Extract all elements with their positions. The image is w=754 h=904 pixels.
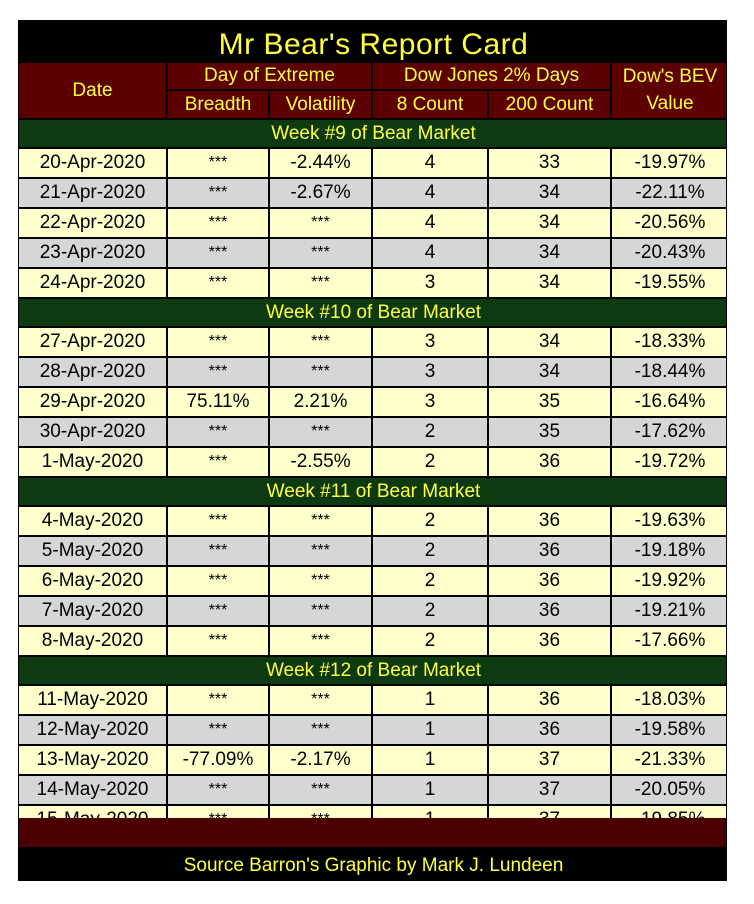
header-8-count: 8 Count bbox=[373, 91, 487, 118]
cell-volatility: -2.55% bbox=[270, 448, 371, 476]
cell-8-count: 1 bbox=[373, 776, 487, 804]
cell-200-count: 34 bbox=[489, 179, 610, 207]
cell-breadth: *** bbox=[168, 358, 268, 386]
cell-breadth: *** bbox=[168, 209, 268, 237]
cell-200-count: 34 bbox=[489, 358, 610, 386]
cell-bev-value: -17.66% bbox=[612, 627, 727, 655]
cell-200-count: 35 bbox=[489, 388, 610, 416]
cell-bev-value: -17.62% bbox=[612, 418, 727, 446]
cell-breadth: *** bbox=[168, 776, 268, 804]
cell-bev-value: -19.55% bbox=[612, 269, 727, 297]
cell-200-count: 37 bbox=[489, 746, 610, 774]
cell-8-count: 4 bbox=[373, 179, 487, 207]
cell-date: 30-Apr-2020 bbox=[19, 418, 166, 446]
cell-volatility: *** bbox=[270, 269, 371, 297]
cell-volatility: *** bbox=[270, 507, 371, 535]
cell-breadth: *** bbox=[168, 597, 268, 625]
cell-8-count: 2 bbox=[373, 537, 487, 565]
cell-8-count: 2 bbox=[373, 627, 487, 655]
cell-breadth: *** bbox=[168, 149, 268, 177]
cell-volatility: *** bbox=[270, 418, 371, 446]
cell-volatility: *** bbox=[270, 686, 371, 714]
footer-band bbox=[19, 818, 727, 847]
cell-date: 6-May-2020 bbox=[19, 567, 166, 595]
cell-date: 22-Apr-2020 bbox=[19, 209, 166, 237]
cell-date: 27-Apr-2020 bbox=[19, 328, 166, 356]
cell-date: 29-Apr-2020 bbox=[19, 388, 166, 416]
cell-date: 28-Apr-2020 bbox=[19, 358, 166, 386]
cell-date: 5-May-2020 bbox=[19, 537, 166, 565]
cell-breadth: *** bbox=[168, 686, 268, 714]
cell-200-count: 36 bbox=[489, 507, 610, 535]
cell-date: 23-Apr-2020 bbox=[19, 239, 166, 267]
cell-200-count: 34 bbox=[489, 269, 610, 297]
cell-8-count: 4 bbox=[373, 209, 487, 237]
cell-breadth: *** bbox=[168, 507, 268, 535]
cell-200-count: 37 bbox=[489, 776, 610, 804]
week-header: Week #10 of Bear Market bbox=[19, 299, 727, 326]
cell-bev-value: -18.33% bbox=[612, 328, 727, 356]
cell-breadth: *** bbox=[168, 239, 268, 267]
cell-8-count: 3 bbox=[373, 269, 487, 297]
cell-breadth: *** bbox=[168, 269, 268, 297]
cell-200-count: 33 bbox=[489, 149, 610, 177]
cell-8-count: 2 bbox=[373, 418, 487, 446]
week-header: Week #12 of Bear Market bbox=[19, 657, 727, 684]
cell-bev-value: -18.03% bbox=[612, 686, 727, 714]
cell-volatility: *** bbox=[270, 716, 371, 744]
cell-date: 11-May-2020 bbox=[19, 686, 166, 714]
header-day-of-extreme: Day of Extreme bbox=[168, 63, 371, 89]
cell-date: 20-Apr-2020 bbox=[19, 149, 166, 177]
cell-8-count: 1 bbox=[373, 716, 487, 744]
cell-8-count: 1 bbox=[373, 686, 487, 714]
cell-date: 4-May-2020 bbox=[19, 507, 166, 535]
chart-title: Mr Bear's Report Card bbox=[218, 28, 529, 61]
cell-bev-value: -20.43% bbox=[612, 239, 727, 267]
cell-bev-value: -19.18% bbox=[612, 537, 727, 565]
cell-bev-value: -19.72% bbox=[612, 448, 727, 476]
cell-200-count: 35 bbox=[489, 418, 610, 446]
cell-200-count: 34 bbox=[489, 328, 610, 356]
header-volatility: Volatility bbox=[270, 91, 371, 118]
cell-8-count: 4 bbox=[373, 149, 487, 177]
cell-bev-value: -21.33% bbox=[612, 746, 727, 774]
cell-8-count: 2 bbox=[373, 597, 487, 625]
cell-200-count: 36 bbox=[489, 597, 610, 625]
cell-breadth: *** bbox=[168, 627, 268, 655]
cell-bev-value: -19.58% bbox=[612, 716, 727, 744]
source-credit: Source Barron's Graphic by Mark J. Lundeen bbox=[183, 854, 564, 876]
cell-bev-value: -22.11% bbox=[612, 179, 727, 207]
cell-8-count: 2 bbox=[373, 507, 487, 535]
cell-volatility: *** bbox=[270, 776, 371, 804]
cell-breadth: *** bbox=[168, 537, 268, 565]
cell-breadth: *** bbox=[168, 448, 268, 476]
cell-date: 7-May-2020 bbox=[19, 597, 166, 625]
cell-200-count: 36 bbox=[489, 537, 610, 565]
cell-date: 8-May-2020 bbox=[19, 627, 166, 655]
cell-200-count: 36 bbox=[489, 686, 610, 714]
cell-200-count: 34 bbox=[489, 209, 610, 237]
cell-bev-value: -19.63% bbox=[612, 507, 727, 535]
cell-bev-value: -20.56% bbox=[612, 209, 727, 237]
cell-volatility: *** bbox=[270, 597, 371, 625]
cell-breadth: *** bbox=[168, 418, 268, 446]
cell-volatility: -2.17% bbox=[270, 746, 371, 774]
cell-volatility: *** bbox=[270, 358, 371, 386]
week-header: Week #9 of Bear Market bbox=[19, 120, 727, 147]
cell-8-count: 3 bbox=[373, 328, 487, 356]
cell-volatility: *** bbox=[270, 537, 371, 565]
cell-200-count: 34 bbox=[489, 239, 610, 267]
cell-8-count: 1 bbox=[373, 746, 487, 774]
cell-volatility: *** bbox=[270, 627, 371, 655]
cell-breadth: *** bbox=[168, 179, 268, 207]
cell-breadth: *** bbox=[168, 567, 268, 595]
header-dow-2pct-days: Dow Jones 2% Days bbox=[373, 63, 610, 89]
cell-date: 24-Apr-2020 bbox=[19, 269, 166, 297]
cell-volatility: *** bbox=[270, 328, 371, 356]
header-bev-line2: Value bbox=[612, 90, 727, 118]
cell-8-count: 3 bbox=[373, 358, 487, 386]
cell-200-count: 36 bbox=[489, 448, 610, 476]
cell-volatility: *** bbox=[270, 239, 371, 267]
header-bev-line1: Dow's BEV bbox=[612, 63, 727, 90]
cell-breadth: 75.11% bbox=[168, 388, 268, 416]
report-card bbox=[18, 20, 727, 881]
cell-volatility: *** bbox=[270, 567, 371, 595]
cell-bev-value: -16.64% bbox=[612, 388, 727, 416]
cell-date: 1-May-2020 bbox=[19, 448, 166, 476]
header-date: Date bbox=[19, 63, 166, 118]
cell-date: 14-May-2020 bbox=[19, 776, 166, 804]
cell-date: 12-May-2020 bbox=[19, 716, 166, 744]
cell-breadth: *** bbox=[168, 328, 268, 356]
cell-volatility: -2.67% bbox=[270, 179, 371, 207]
cell-volatility: 2.21% bbox=[270, 388, 371, 416]
cell-200-count: 36 bbox=[489, 716, 610, 744]
cell-bev-value: -19.97% bbox=[612, 149, 727, 177]
cell-bev-value: -19.92% bbox=[612, 567, 727, 595]
cell-8-count: 3 bbox=[373, 388, 487, 416]
header-breadth: Breadth bbox=[168, 91, 268, 118]
cell-8-count: 4 bbox=[373, 239, 487, 267]
cell-200-count: 36 bbox=[489, 627, 610, 655]
cell-date: 21-Apr-2020 bbox=[19, 179, 166, 207]
cell-200-count: 36 bbox=[489, 567, 610, 595]
cell-bev-value: -18.44% bbox=[612, 358, 727, 386]
cell-breadth: *** bbox=[168, 716, 268, 744]
cell-bev-value: -19.21% bbox=[612, 597, 727, 625]
cell-date: 13-May-2020 bbox=[19, 746, 166, 774]
week-header: Week #11 of Bear Market bbox=[19, 478, 727, 505]
cell-8-count: 2 bbox=[373, 567, 487, 595]
cell-breadth: -77.09% bbox=[168, 746, 268, 774]
cell-volatility: *** bbox=[270, 209, 371, 237]
cell-bev-value: -20.05% bbox=[612, 776, 727, 804]
cell-volatility: -2.44% bbox=[270, 149, 371, 177]
cell-8-count: 2 bbox=[373, 448, 487, 476]
header-200-count: 200 Count bbox=[489, 91, 610, 118]
